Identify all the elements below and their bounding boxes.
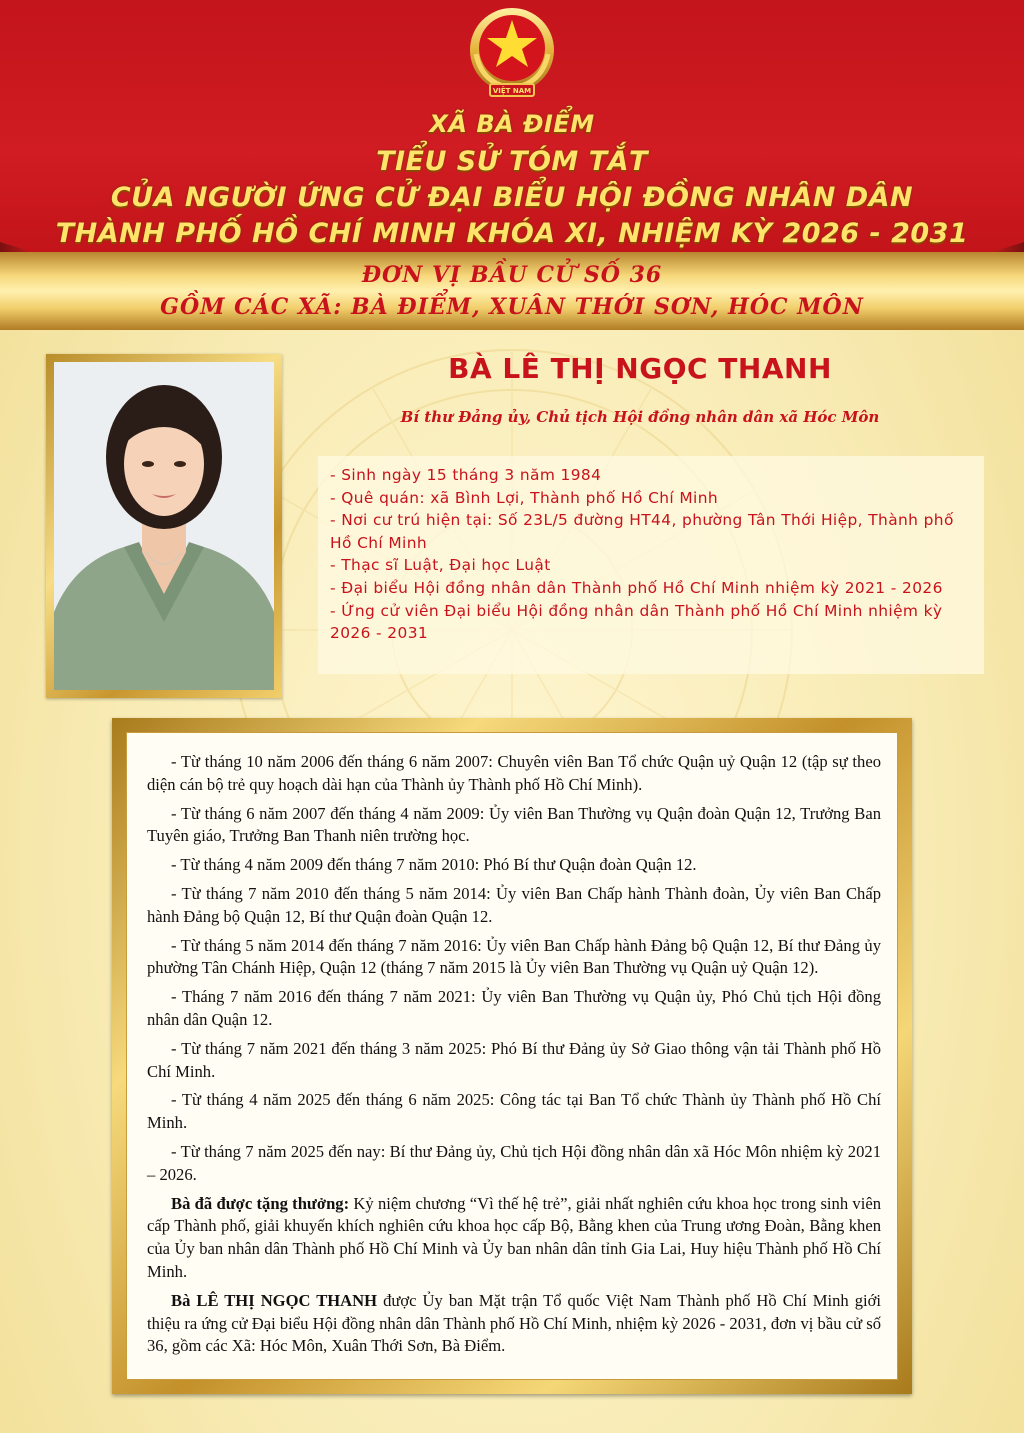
career-item: - Từ tháng 7 năm 2010 đến tháng 5 năm 2014: Ủy viên Ban Chấp hành Thành đoàn, Ủy viên Ban Chấp hành Đảng bộ Quận 12, Bí thư Quận đoàn Quận 12.: [147, 883, 881, 926]
svg-text:VIỆT NAM: VIỆT NAM: [492, 87, 532, 95]
personal-info-box: [318, 456, 984, 674]
constituency-number: ĐƠN VỊ BẦU CỬ SỐ 36: [361, 262, 663, 288]
career-item: - Từ tháng 5 năm 2014 đến tháng 7 năm 2016: Ủy viên Ban Chấp hành Đảng bộ Quận 12, Bí thư Đảng ủy phường Tân Chánh Hiệp, Quận 12 (tháng 7 năm 2015 là Ủy viên Ban Thường vụ Quận uỷ Quận 12).: [147, 935, 881, 978]
constituency-communes: GỒM CÁC XÃ: BÀ ĐIỂM, XUÂN THỚI SƠN, HÓC MÔN: [160, 294, 864, 320]
commune-title: XÃ BÀ ĐIỂM: [429, 110, 595, 138]
bio-title: TIỂU SỬ TÓM TẮT: [376, 146, 648, 177]
info-birth: - Sinh ngày 15 tháng 3 năm 1984: [330, 466, 602, 484]
bio-subtitle-2: THÀNH PHỐ HỒ CHÍ MINH KHÓA XI, NHIỆM KỲ 2026 - 2031: [55, 218, 969, 249]
personal-info-list: [318, 456, 984, 645]
nomination-paragraph: [147, 1290, 881, 1358]
nomination-text: được Ủy ban Mặt trận Tổ quốc Việt Nam Thành phố Hồ Chí Minh giới thiệu ra ứng cử Đại biểu Hội đồng nhân dân Thành phố Hồ Chí Minh, nhiệm kỳ 2026 - 2031, đơn vị bầu cử số 36, gồm các Xã: Hóc Môn, Xuân Thới Sơn, Bà Điểm.: [147, 1290, 881, 1356]
info-hometown: - Quê quán: xã Bình Lợi, Thành phố Hồ Chí Minh: [330, 488, 719, 507]
career-item: - Từ tháng 6 năm 2007 đến tháng 4 năm 2009: Ủy viên Ban Thường vụ Quận đoàn Quận 12, Trưởng Ban Tuyên giáo, Trưởng Ban Thanh niên trường học.: [147, 803, 881, 846]
career-item: - Từ tháng 7 năm 2021 đến tháng 3 năm 2025: Phó Bí thư Đảng ủy Sở Giao thông vận tải Thành phố Hồ Chí Minh.: [147, 1038, 881, 1081]
career-frame: [112, 718, 912, 1394]
awards-text: Kỷ niệm chương “Vì thế hệ trẻ”, giải nhất nghiên cứu khoa học trong sinh viên cấp Thành phố, giải khuyến khích nghiên cứu khoa học cấp Bộ, Bằng khen của Trung ương Đoàn, Bằng khen của Ủy ban nhân dân Thành phố Hồ Chí Minh và Ủy ban nhân dân tỉnh Gia Lai, Huy hiệu Thành phố Hồ Chí Minh.: [147, 1193, 881, 1281]
career-box: [126, 732, 898, 1380]
career-item: - Tháng 7 năm 2016 đến tháng 7 năm 2021: Ủy viên Ban Thường vụ Quận ủy, Phó Chủ tịch Hội đồng nhân dân Quận 12.: [147, 987, 881, 1029]
candidate-portrait: [54, 362, 274, 690]
career-item: - Từ tháng 4 năm 2009 đến tháng 7 năm 2010: Phó Bí thư Quận đoàn Quận 12.: [171, 855, 697, 875]
candidate-position: Bí thư Đảng ủy, Chủ tịch Hội đồng nhân dân xã Hóc Môn: [400, 408, 880, 426]
portrait-frame: [46, 354, 282, 698]
header-banner: [0, 0, 1024, 255]
career-item: - Từ tháng 7 năm 2025 đến nay: Bí thư Đảng ủy, Chủ tịch Hội đồng nhân dân xã Hóc Môn nhiệm kỳ 2021 – 2026.: [147, 1141, 881, 1184]
national-emblem-icon: [462, 4, 562, 102]
info-education: - Thạc sĩ Luật, Đại học Luật: [330, 556, 551, 575]
career-history: [147, 751, 881, 1364]
nomination-name: Bà LÊ THỊ NGỌC THANH: [171, 1290, 378, 1310]
career-item: - Từ tháng 10 năm 2006 đến tháng 6 năm 2007: Chuyên viên Ban Tổ chức Quận uỷ Quận 12 (tập sự theo diện cán bộ trẻ quy hoạch dài hạn của Thành ủy Thành phố Hồ Chí Minh).: [147, 752, 881, 794]
candidate-name: BÀ LÊ THỊ NGỌC THANH: [448, 352, 832, 385]
info-current-term: - Đại biểu Hội đồng nhân dân Thành phố Hồ Chí Minh nhiệm kỳ 2021 - 2026: [330, 578, 943, 597]
awards-paragraph: [147, 1193, 881, 1284]
portrait-image-icon: [54, 362, 274, 690]
bio-subtitle-1: CỦA NGƯỜI ỨNG CỬ ĐẠI BIỂU HỘI ĐỒNG NHÂN DÂN: [110, 182, 914, 213]
constituency-ribbon: [0, 252, 1024, 330]
career-item: - Từ tháng 4 năm 2025 đến tháng 6 năm 2025: Công tác tại Ban Tổ chức Thành ủy Thành phố Hồ Chí Minh.: [147, 1090, 881, 1133]
info-residence: - Nơi cư trú hiện tại: Số 23L/5 đường HT44, phường Tân Thới Hiệp, Thành phố Hồ Chí Minh: [330, 511, 954, 552]
info-candidacy: - Ứng cử viên Đại biểu Hội đồng nhân dân Thành phố Hồ Chí Minh nhiệm kỳ 2026 - 2031: [330, 601, 943, 643]
awards-label: Bà đã được tặng thưởng:: [171, 1193, 350, 1213]
